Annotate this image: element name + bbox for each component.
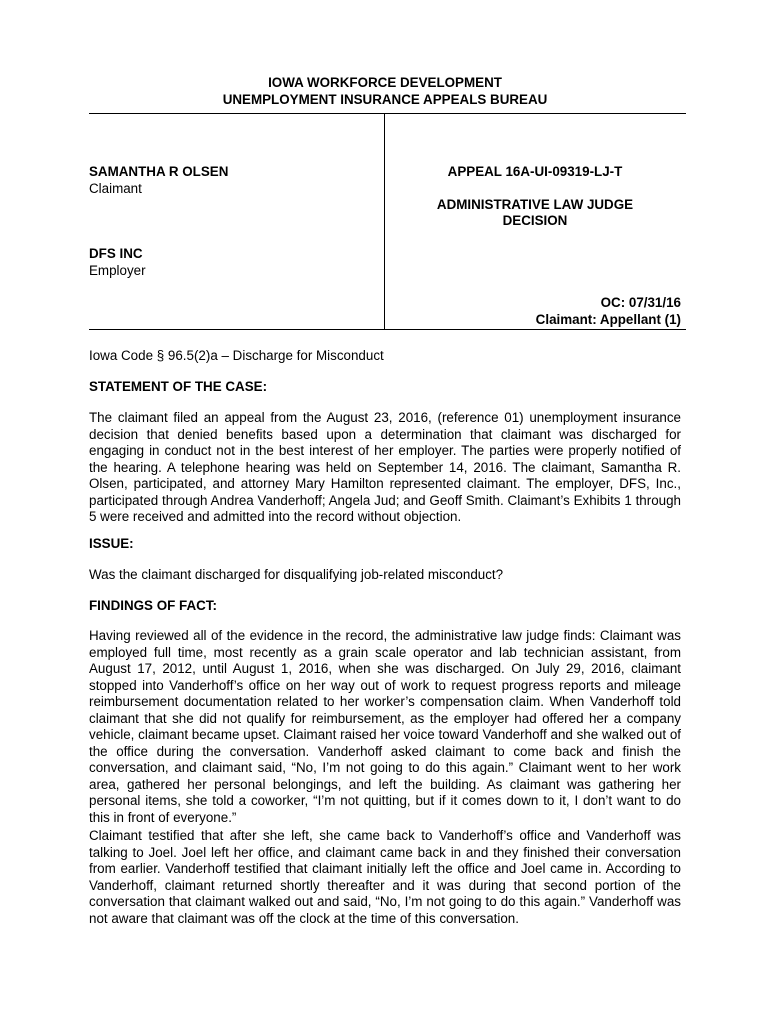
- employer-name: DFS INC: [89, 246, 143, 261]
- bureau-name: UNEMPLOYMENT INSURANCE APPEALS BUREAU: [222, 92, 548, 107]
- claimant-appellant: Claimant: Appellant (1): [535, 312, 681, 327]
- caption-top-rule: [89, 113, 686, 114]
- appeal-number: APPEAL 16A-UI-09319-LJ-T: [447, 164, 623, 179]
- issue-paragraph: Was the claimant discharged for disqualifying job-related misconduct?: [89, 567, 504, 582]
- claimant-role: Claimant: [89, 181, 142, 196]
- employer-role: Employer: [89, 263, 146, 278]
- oc-date: OC: 07/31/16: [600, 295, 681, 310]
- findings-paragraph-1: Having reviewed all of the evidence in the record, the administrative law judge finds: Claimant was employed full time, most recently as a grain scale operator and lab technician assistant, from August 17, 2012, until August 1, 2016, when she was discharged. On July 29, 2016, claimant stopped into Vanderhoff’s office on her way out of work to request progress reports and mileage reimbursement documentation related to her worker’s compensation claim. When Vanderhoff told claimant that she did not qualify for reimbursement, as the employer had offered her a company vehicle, claimant became upset. Claimant raised her voice toward Vanderhoff and she walked out of the office during the conversation. Vanderhoff asked claimant to come back and finish the conversation, and claimant said, “No, I’m not going to do this again.” Claimant went to her work area, gathered her personal belongings, and left the building. As claimant was gathering her personal items, she told a coworker, “I’m not quitting, but if it comes down to it, I don’t want to do this in front of everyone.”: [89, 628, 681, 825]
- decision-title-line2: DECISION: [502, 213, 568, 228]
- code-citation: Iowa Code § 96.5(2)a – Discharge for Misconduct: [89, 348, 384, 363]
- claimant-name: SAMANTHA R OLSEN: [89, 164, 229, 179]
- findings-paragraph-2: Claimant testified that after she left, she came back to Vanderhoff’s office and Vanderhoff was talking to Joel. Joel left her office, and claimant came back in and they finished their conversation from earlier. Vanderhoff testified that claimant initially left the office and Joel came in. According to Vanderhoff, claimant returned shortly thereafter and it was during that second portion of the conversation that claimant walked out and said, “No, I’m not going to do this again.” Vanderhoff was not aware that claimant was off the clock at the time of this conversation.: [89, 828, 681, 926]
- decision-title-line1: ADMINISTRATIVE LAW JUDGE: [436, 197, 634, 212]
- statement-heading: STATEMENT OF THE CASE:: [89, 379, 268, 394]
- findings-heading: FINDINGS OF FACT:: [89, 598, 217, 613]
- caption-divider: [384, 113, 385, 329]
- issue-heading: ISSUE:: [89, 536, 134, 551]
- caption-bottom-rule: [89, 329, 686, 330]
- statement-paragraph: The claimant filed an appeal from the August 23, 2016, (reference 01) unemployment insurance decision that denied benefits based upon a determination that claimant was discharged for engaging in conduct not in the best interest of her employer. The parties were properly notified of the hearing. A telephone hearing was held on September 14, 2016. The claimant, Samantha R. Olsen, participated, and attorney Mary Hamilton represented claimant. The employer, DFS, Inc., participated through Andrea Vanderhoff; Angela Jud; and Geoff Smith. Claimant’s Exhibits 1 through 5 were received and admitted into the record without objection.: [89, 410, 681, 524]
- agency-name: IOWA WORKFORCE DEVELOPMENT: [268, 75, 502, 90]
